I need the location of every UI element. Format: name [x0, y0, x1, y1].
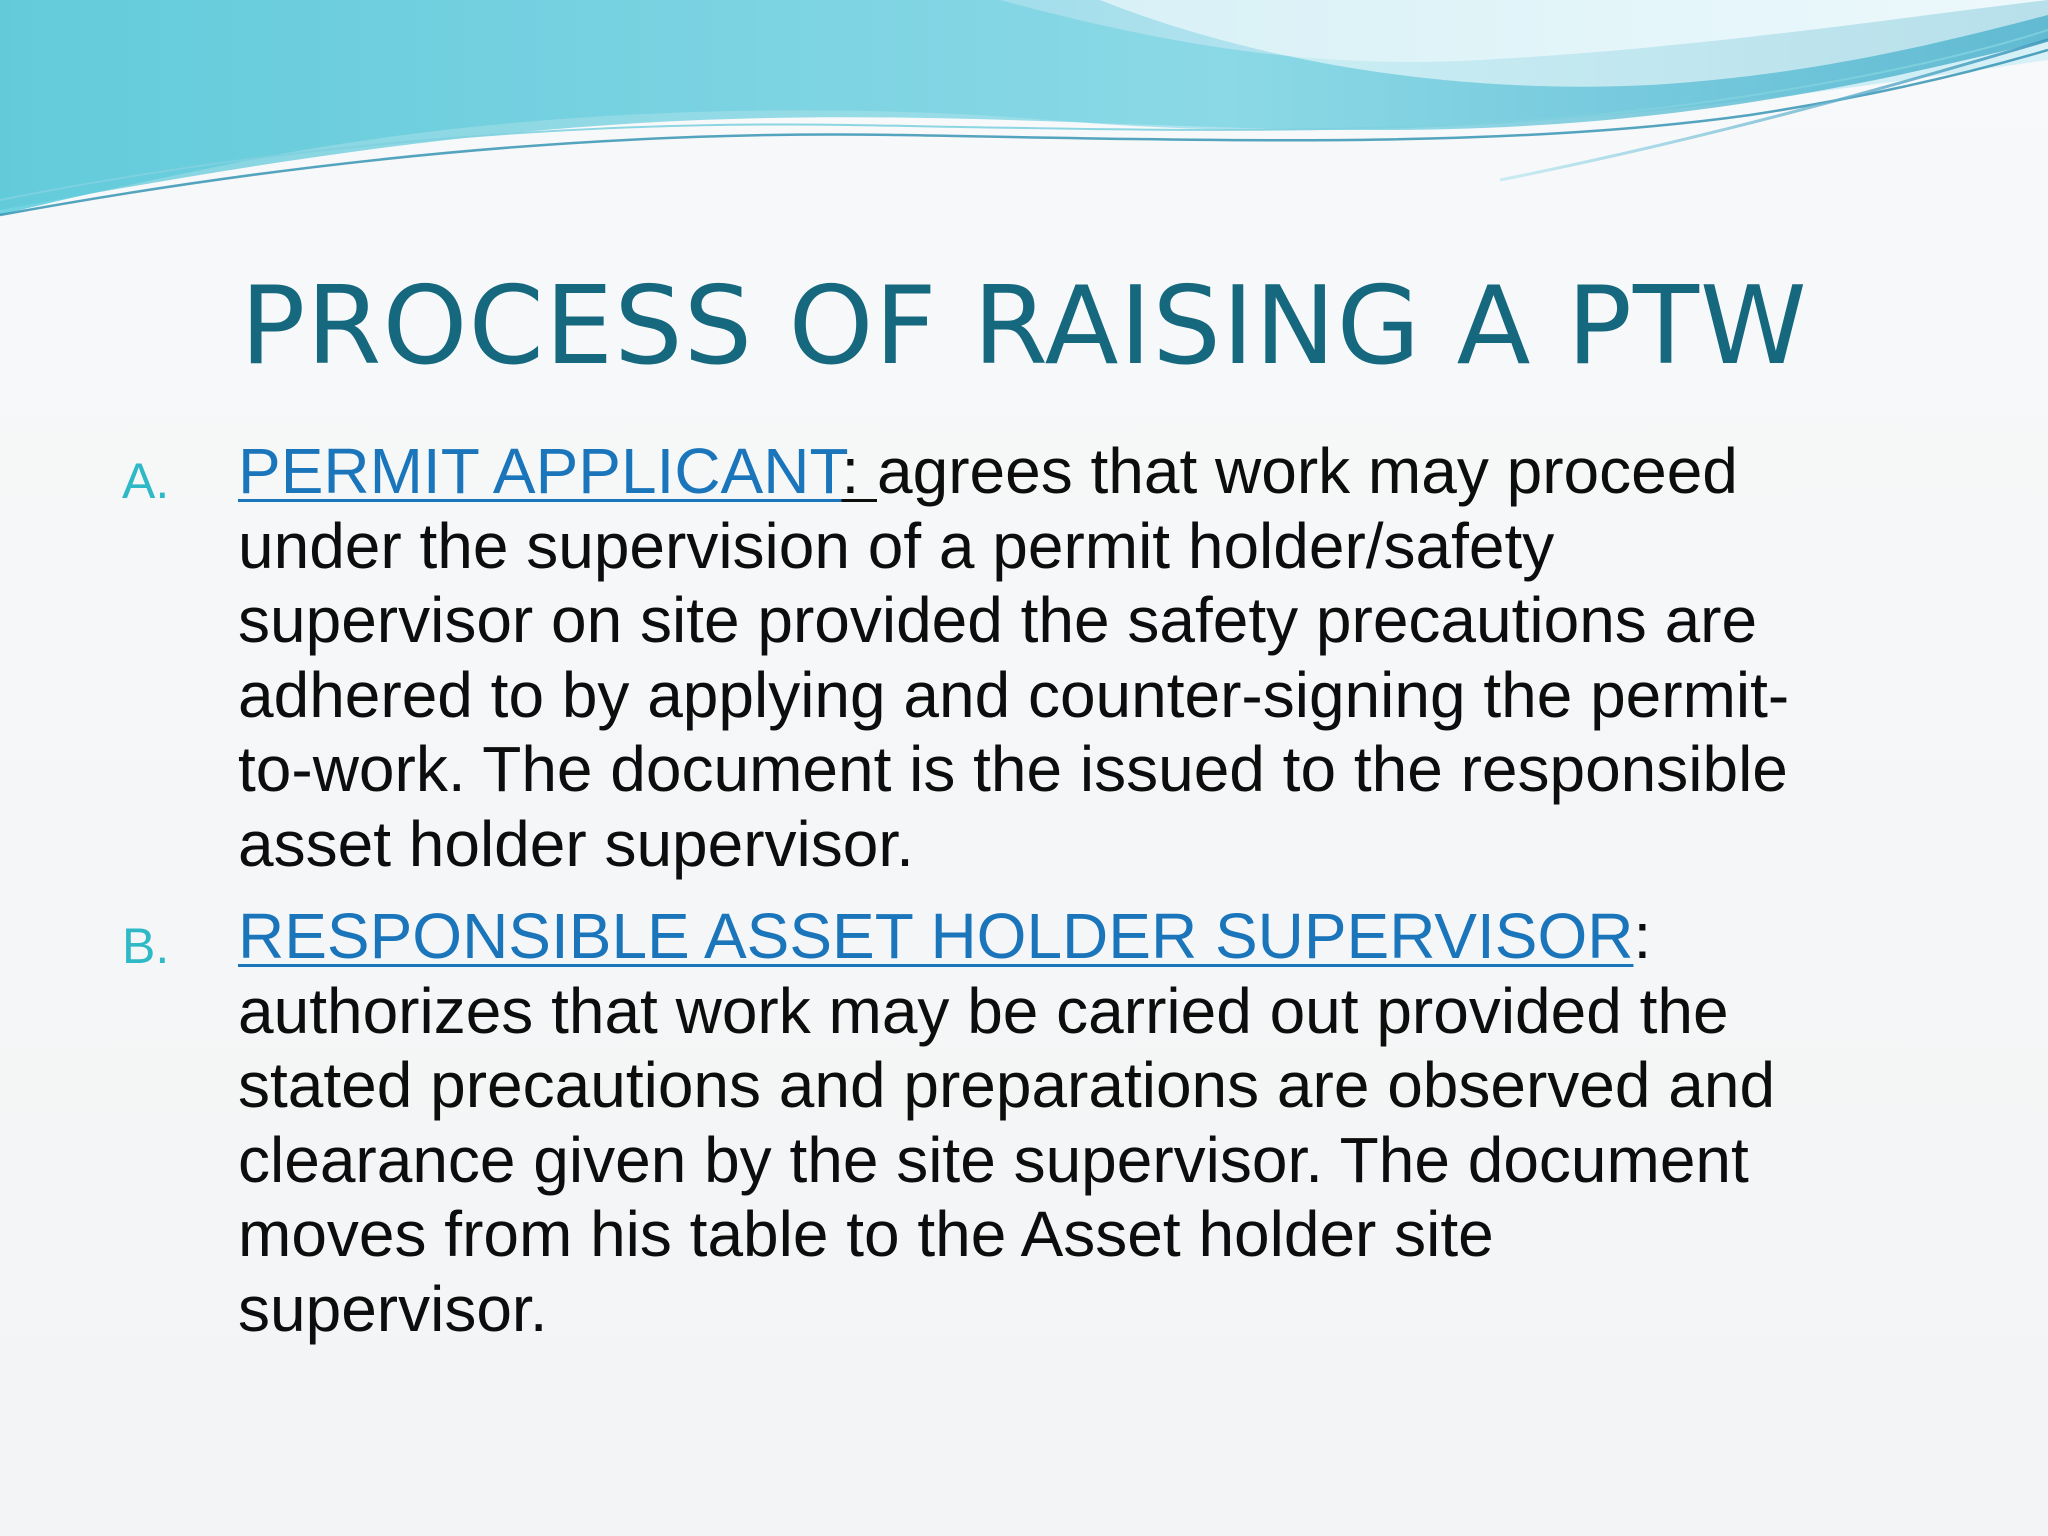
text-line: adhered to by applying and counter-signing the permit-	[238, 658, 1790, 731]
text-line: asset holder supervisor.	[238, 807, 914, 880]
term-separator: :	[1633, 900, 1652, 972]
header-wave-decoration	[0, 0, 2048, 240]
text-line: stated precautions and preparations are observed and	[238, 1049, 1776, 1121]
text-line: moves from his table to the Asset holder site	[238, 1198, 1494, 1270]
slide-title: PROCESS OF RAISING A PTW	[240, 264, 1808, 389]
text-line	[238, 434, 1908, 509]
text-line: authorizes that work may be carried out provided the	[238, 974, 1729, 1047]
term-separator: :	[841, 435, 877, 507]
text-line-content: agrees that work may proceed	[877, 435, 1738, 507]
text-line: to-work. The document is the issued to the responsible	[238, 733, 1788, 805]
term-link-responsible-asset-holder-supervisor[interactable]: RESPONSIBLE ASSET HOLDER SUPERVISOR	[238, 900, 1634, 972]
text-line: supervisor.	[238, 1272, 548, 1345]
list-marker-a: A.	[122, 453, 170, 509]
text-line: under the supervision of a permit holder/safety	[238, 509, 1555, 582]
term-link-permit-applicant[interactable]: PERMIT APPLICANT	[238, 435, 842, 507]
text-line: clearance given by the site supervisor. The document	[238, 1123, 1749, 1196]
list-item-text	[238, 899, 1908, 1346]
text-line	[238, 899, 1908, 974]
list-item-text	[238, 434, 1908, 881]
list-marker-b: B.	[122, 918, 170, 974]
text-line: supervisor on site provided the safety precautions are	[238, 584, 1758, 656]
